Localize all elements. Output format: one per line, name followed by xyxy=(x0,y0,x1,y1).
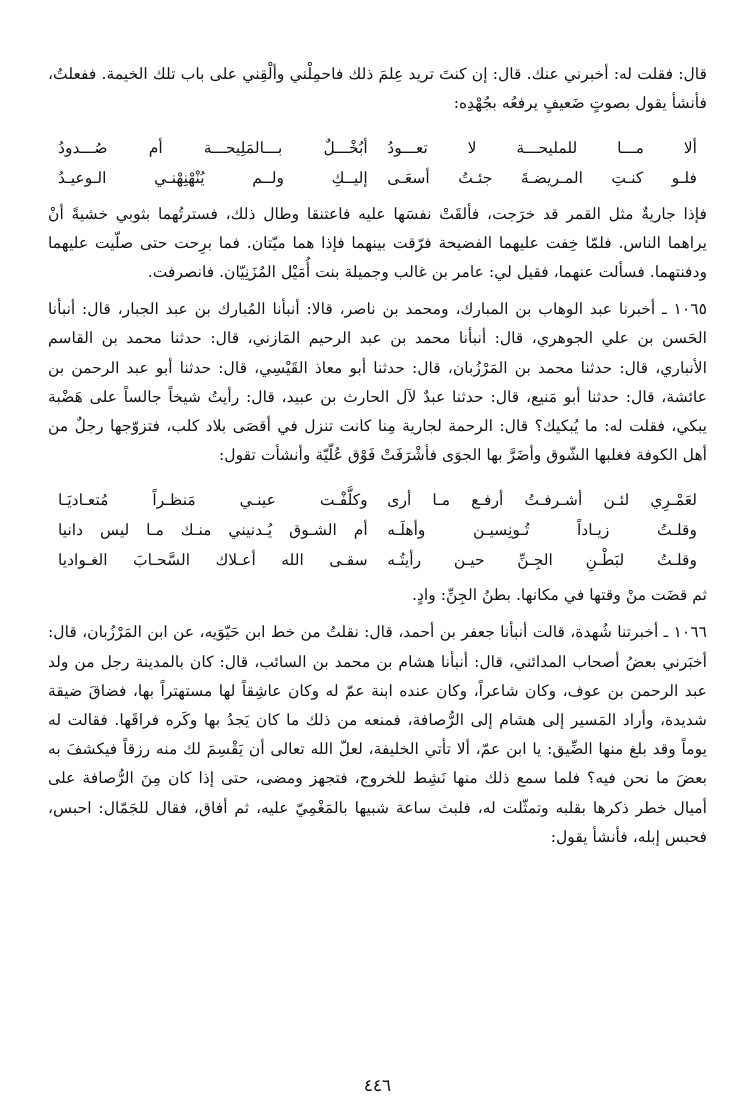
poem-1 xyxy=(48,134,707,193)
verse-first-hemistich: وقلـتُ زيـاداً تُـونِسيـن وأهلَـه xyxy=(387,521,697,540)
verse-line xyxy=(48,164,707,194)
verse-second-hemistich: وكلَّفْـت عينـي مَنظـراً مُتعـاديَـا xyxy=(58,491,368,510)
verse-line xyxy=(48,486,707,516)
poem-2 xyxy=(48,486,707,575)
page-body xyxy=(48,60,707,852)
paragraph-gloss: ثم قضَت منْ وقتها في مكانها. بطنُ الجِنِّ: وادٍ. xyxy=(412,586,707,605)
paragraph-1065: ١٠٦٥ ـ أخبرنا عبد الوهاب بن المبارك، ومحمد بن ناصر، قالا: أنبأنا المُبارك بن عبد الجبار، قال: أنبأنا الحَسن بن علي الجوهري، قال: أنبأنا محمد بن عبد الرحيم المَازني، قال: حدثنا محمد بن القاسم الأنباري، قال: حدثنا محمد بن المَرْزُبان، قال: حدثنا أبو معاذ القَيْسِي، قال: حدثنا أبو عبد الرحمن بن عائشة، قال: حدثنا أبو مَنيع، قال: حدثنا عبدٌ لآل الحارث بن عبيد، قال: رأيتُ شيخاً جالساً على هَضْبة يبكي، فقلت له: ما يُبكيك؟ قال: الرحمة لجارية مِنا كانت تنزل في أقصَى بلاد كلب، فتزوّجها رجلٌ من أهل الكوفة فغلبها الشّوق وأضَرَّ بها الجوَى فأشْرَفَتْ فَوْق عُلّيّة وأنشأت تقول: xyxy=(48,300,707,465)
paragraph-story-end: فإذا جاريةٌ مثل القمر قد خرَجت، فألقَتْ نفسَها عليه فاعتنقا وطال ذلك، فسترتُهما بثوبي خشيةً أنْ يراهما الناس. فلمّا خِفت عليهما الفضيحة فرّقت بينهما فإذا هما ميّتان. فما برِحت حتى صلّيت عليهما ودفنتهما. فسألت عنهما، فقيل لي: عامر بن غالب وجميلة بنت أُمَيْل المُزَنِيّان. فانصرفت. xyxy=(48,204,707,281)
verse-second-hemistich: سقـى الله أعـلاك السَّحـابَ الغـواديا xyxy=(58,550,368,569)
verse-second-hemistich: إليــكِ ولــم يُنْهْنِهْنـي الـوعيـدُ xyxy=(58,169,368,187)
verse-first-hemistich: ألا مـــا للمليحـــة لا تعـــودُ xyxy=(387,139,697,158)
verse-line xyxy=(48,134,707,164)
verse-first-hemistich: لعَمْـرِي لئـن أشـرفـتُ أرفـع مـا أرى xyxy=(387,491,697,510)
paragraph-1066: ١٠٦٦ ـ أخبرتنا شُهدة، قالت أنبأنا جعفر بن أحمد، قال: نقلتُ من خط ابن حَيّوَيه، عن ابن المَرْزُبان، قال: أخبَرني بعضُ أصحاب المدائني، قال: أنبأنا هشام بن محمد بن السائب، قال: كان بالمدينة رجل من ولد عبد الرحمن بن عوف، وكان شاعراً، وكان عنده ابنة عمّ له وكان عاشِقاً لها مستهتراً بها، فضاقَ ضيقة شديدة، وأراد المَسير إلى هشام إلى الرُّصافة، فمنعه من ذلك ما كان يَجدُ بها وكَره فراقَها. فقالت له يوماً وقد بلغ منها الضِّيق: يا ابن عمّ، ألا تأتي الخليفة، لعلّ الله تعالى أن يَقْسِمَ لك منه رزقاً فيكشفَ به بعضَ ما نحن فيه؟ فلما سمع ذلك منها نَشِط للخروج، فتجهز ومضى، حتى إذا كان مِنَ الرُّصافة على أميال خطر ذكرها بقلبه وتمثّلت له، فلبث ساعة شبيها بالمَغْمِيّ عليه، ثم أفاق، فقال للجَمّال: احبس، فحبس إبله، فأنشأ يقول: xyxy=(48,623,707,846)
verse-line xyxy=(48,516,707,546)
page-number: ٤٤٦ xyxy=(363,1076,392,1096)
verse-first-hemistich: فلـو كنـتِ المـريضـةَ جئـتُ أسعَـى xyxy=(387,169,697,187)
verse-first-hemistich: وقلـتُ لبَطْـنِ الجِـنِّ حيـن رأيتُـه xyxy=(387,550,697,569)
paragraph-intro: قال: فقلت له: أخبرني عنك. قال: إن كنتَ تريد عِلمَ ذلك فاحمِلْني وألْقِني على باب تلك الخيمة. ففعلتُ، فأنشأ يقول بصوتٍ ضَعيفٍ يرفعُه بجُهْدِه: xyxy=(48,65,707,113)
verse-second-hemistich: أم الشـوق يُـدنيني منـك مـا ليس دانيا xyxy=(58,521,368,540)
verse-line xyxy=(48,546,707,576)
verse-second-hemistich: أبُخْـــلٌ بـــالمَلِيحـــة أم صُـــدودُ xyxy=(58,139,368,158)
